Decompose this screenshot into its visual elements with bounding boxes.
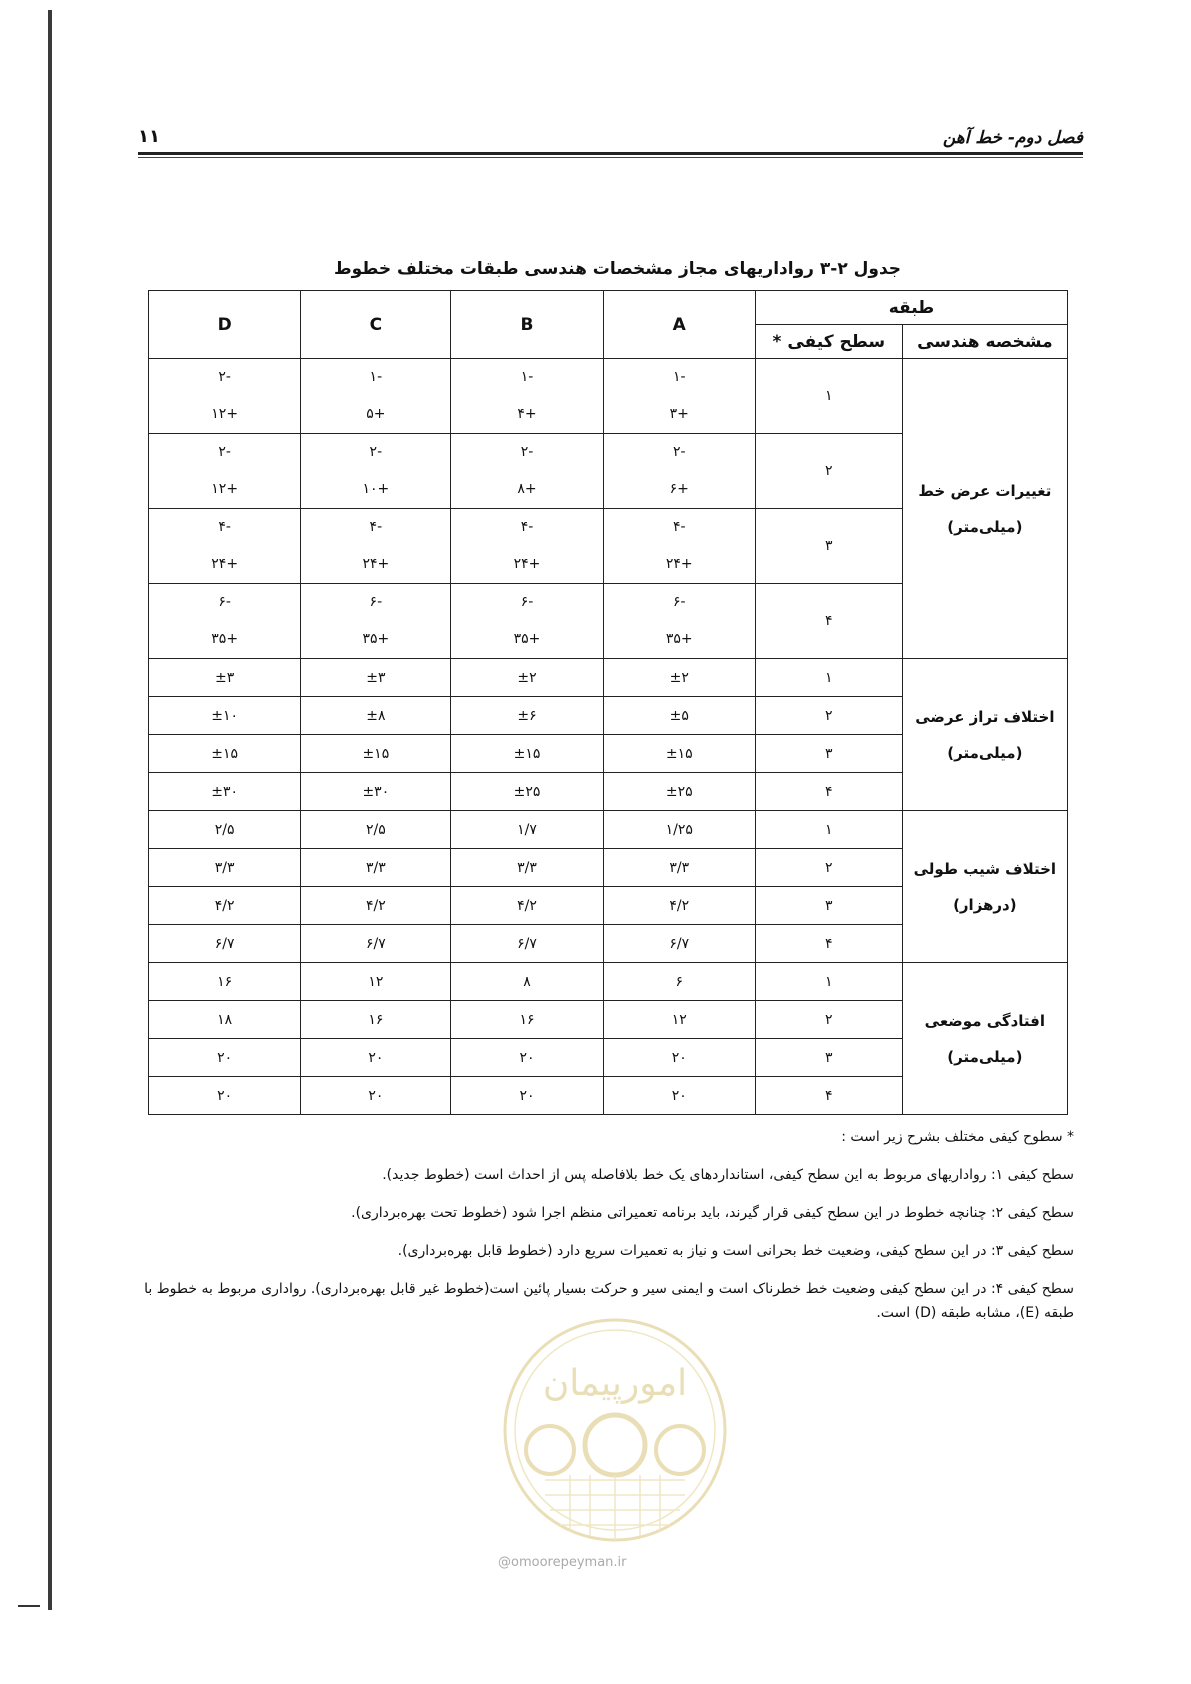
spec-name: تغییرات عرض خط [918,481,1052,500]
lower-tolerance: -۶ [218,594,231,610]
value-cell-a: ±۲ [603,659,755,697]
value-cell-b: ±۱۵ [451,735,603,773]
lower-tolerance: -۴ [218,519,231,535]
class-header: طبقه [755,291,1067,325]
level-cell: ۴ [755,1077,902,1115]
lower-tolerance: -۴ [520,519,534,535]
lower-tolerance: -۱ [672,369,686,385]
page-number: ۱۱ [138,126,160,147]
spec-unit: (میلی‌متر) [947,1047,1023,1066]
level-cell: ۲ [755,434,902,509]
level-cell: ۴ [755,925,902,963]
lower-tolerance: -۴ [672,519,686,535]
value-cell-b: ±۲ [451,659,603,697]
value-cell-c: ۱۲ [301,963,451,1001]
note-level-3: سطح کیفی ۳: در این سطح کیفی، وضعیت خط بحرانی است و نیاز به تعمیرات سریع دارد (خطوط قابل بهره‌برداری). [397,1243,1074,1259]
upper-tolerance: +۸ [517,481,537,497]
value-cell-c: ±۱۵ [301,735,451,773]
upper-tolerance: +۲۴ [665,556,693,572]
value-cell-b: ۶/۷ [451,925,603,963]
lower-tolerance: -۱ [520,369,534,385]
spec-unit: (میلی‌متر) [947,743,1023,762]
value-cell-b: ±۶ [451,697,603,735]
spec-unit: (درهزار) [953,895,1017,914]
lower-tolerance: -۲ [369,444,383,460]
value-cell-d [149,509,301,584]
spec-name: اختلاف شیب طولی [913,859,1057,878]
value-cell-d: ۲۰ [149,1077,301,1115]
value-cell-c [301,359,451,434]
value-cell-b: ۴/۲ [451,887,603,925]
value-cell-a: ۶/۷ [603,925,755,963]
header-rule-thin [138,157,1083,158]
value-cell-d: ۳/۳ [149,849,301,887]
value-cell-d: ۱۶ [149,963,301,1001]
value-cell-a: ۱/۲۵ [603,811,755,849]
lower-tolerance: -۶ [369,594,383,610]
value-cell-b: ۱۶ [451,1001,603,1039]
value-cell-a: ۳/۳ [603,849,755,887]
level-cell: ۱ [755,811,902,849]
value-cell-c [301,434,451,509]
value-cell-b: ±۲۵ [451,773,603,811]
upper-tolerance: +۱۲ [211,481,239,497]
upper-tolerance: +۱۰ [362,481,390,497]
table-row [149,963,1068,1001]
class-b-header: B [451,291,603,359]
value-cell-c: ۲۰ [301,1077,451,1115]
value-cell-c: ±۳۰ [301,773,451,811]
lower-tolerance: -۲ [520,444,534,460]
value-cell-c: ±۸ [301,697,451,735]
value-cell-b: ۱/۷ [451,811,603,849]
value-cell-b [451,434,603,509]
upper-tolerance: +۲۴ [211,556,239,572]
note-level-4: سطح کیفی ۴: در این سطح کیفی وضعیت خط خطرناک است و ایمنی سیر و حرکت بسیار پائین است(خطوط غیر قابل بهره‌برداری). رواداری مربوط به خطوط با طبقه (E)، مشابه طبقه (D) است. [144,1281,1074,1321]
value-cell-a: ±۲۵ [603,773,755,811]
upper-tolerance: +۵ [366,406,386,422]
upper-tolerance: +۳۵ [513,631,541,647]
watermark-site: @omoorepeyman.ir [498,1555,627,1570]
value-cell-b [451,584,603,659]
spec-group-label [902,811,1067,963]
upper-tolerance: +۲۴ [513,556,541,572]
note-level-2: سطح کیفی ۲: چنانچه خطوط در این سطح کیفی قرار گیرند، باید برنامه تعمیراتی منظم اجرا شود (خطوط تحت بهره‌برداری). [351,1205,1074,1221]
level-cell: ۴ [755,773,902,811]
binding-edge [48,10,52,1610]
value-cell-c: ±۳ [301,659,451,697]
level-cell: ۱ [755,659,902,697]
level-cell: ۱ [755,359,902,434]
value-cell-a [603,359,755,434]
value-cell-a: ۲۰ [603,1039,755,1077]
value-cell-b: ۲۰ [451,1077,603,1115]
spec-name: اختلاف تراز عرضی [915,707,1055,726]
lower-tolerance: -۲ [672,444,686,460]
value-cell-c: ۴/۲ [301,887,451,925]
lower-tolerance: -۶ [672,594,686,610]
note-level-1: سطح کیفی ۱: رواداریهای مربوط به این سطح کیفی، استانداردهای یک خط بلافاصله پس از احداث است (خطوط جدید). [382,1167,1074,1183]
value-cell-d: ±۳۰ [149,773,301,811]
level-cell: ۱ [755,963,902,1001]
notes-intro: * سطوح کیفی مختلف بشرح زیر است : [841,1129,1074,1145]
table-row [149,359,1068,434]
table-caption: جدول ۲-۳ رواداریهای مجاز مشخصات هندسی طبقات مختلف خطوط [333,259,902,279]
level-cell: ۴ [755,584,902,659]
spec-header: مشخصه هندسی [902,325,1067,359]
value-cell-d: ±۳ [149,659,301,697]
value-cell-a: ۱۲ [603,1001,755,1039]
value-cell-c: ۲۰ [301,1039,451,1077]
value-cell-c: ۳/۳ [301,849,451,887]
value-cell-d [149,359,301,434]
binding-tick [18,1605,40,1607]
value-cell-c: ۲/۵ [301,811,451,849]
value-cell-a: ±۵ [603,697,755,735]
value-cell-d [149,584,301,659]
upper-tolerance: +۳ [669,406,689,422]
watermark-logo-text: امورپیمان [542,1363,688,1404]
header-rule [138,152,1083,155]
upper-tolerance: +۲۴ [362,556,390,572]
level-cell: ۳ [755,509,902,584]
level-cell: ۳ [755,735,902,773]
value-cell-a [603,509,755,584]
upper-tolerance: +۳۵ [665,631,693,647]
value-cell-d: ±۱۵ [149,735,301,773]
table-row [149,811,1068,849]
value-cell-b: ۸ [451,963,603,1001]
chapter-title: فصل دوم- خط آهن [942,128,1083,148]
value-cell-c [301,584,451,659]
lower-tolerance: -۲ [218,369,231,385]
level-cell: ۲ [755,1001,902,1039]
level-cell: ۲ [755,849,902,887]
value-cell-b [451,509,603,584]
value-cell-b: ۲۰ [451,1039,603,1077]
upper-tolerance: +۱۲ [211,406,239,422]
lower-tolerance: -۶ [520,594,534,610]
spec-name: افتادگی موضعی [924,1011,1046,1030]
value-cell-a [603,434,755,509]
value-cell-c: ۱۶ [301,1001,451,1039]
value-cell-d: ±۱۰ [149,697,301,735]
spec-group-label [902,659,1067,811]
table-row [149,659,1068,697]
lower-tolerance: -۱ [369,369,383,385]
level-header: سطح کیفی * [755,325,902,359]
value-cell-b [451,359,603,434]
class-a-header: A [603,291,755,359]
spec-unit: (میلی‌متر) [947,517,1023,536]
upper-tolerance: +۳۵ [362,631,390,647]
level-cell: ۲ [755,697,902,735]
value-cell-d: ۲/۵ [149,811,301,849]
value-cell-a: ±۱۵ [603,735,755,773]
value-cell-b: ۳/۳ [451,849,603,887]
class-c-header: C [301,291,451,359]
value-cell-d: ۶/۷ [149,925,301,963]
level-cell: ۳ [755,887,902,925]
value-cell-a [603,584,755,659]
value-cell-c: ۶/۷ [301,925,451,963]
value-cell-a: ۲۰ [603,1077,755,1115]
page-header [138,118,1083,170]
lower-tolerance: -۲ [218,444,231,460]
value-cell-d [149,434,301,509]
spec-group-label [902,359,1067,659]
value-cell-a: ۴/۲ [603,887,755,925]
level-cell: ۳ [755,1039,902,1077]
upper-tolerance: +۴ [517,406,537,422]
class-d-header: D [149,291,301,359]
upper-tolerance: +۳۵ [211,631,239,647]
value-cell-d: ۱۸ [149,1001,301,1039]
tolerance-table [148,290,1068,1115]
value-cell-d: ۴/۲ [149,887,301,925]
value-cell-d: ۲۰ [149,1039,301,1077]
value-cell-a: ۶ [603,963,755,1001]
spec-group-label [902,963,1067,1115]
upper-tolerance: +۶ [669,481,689,497]
lower-tolerance: -۴ [369,519,383,535]
value-cell-c [301,509,451,584]
